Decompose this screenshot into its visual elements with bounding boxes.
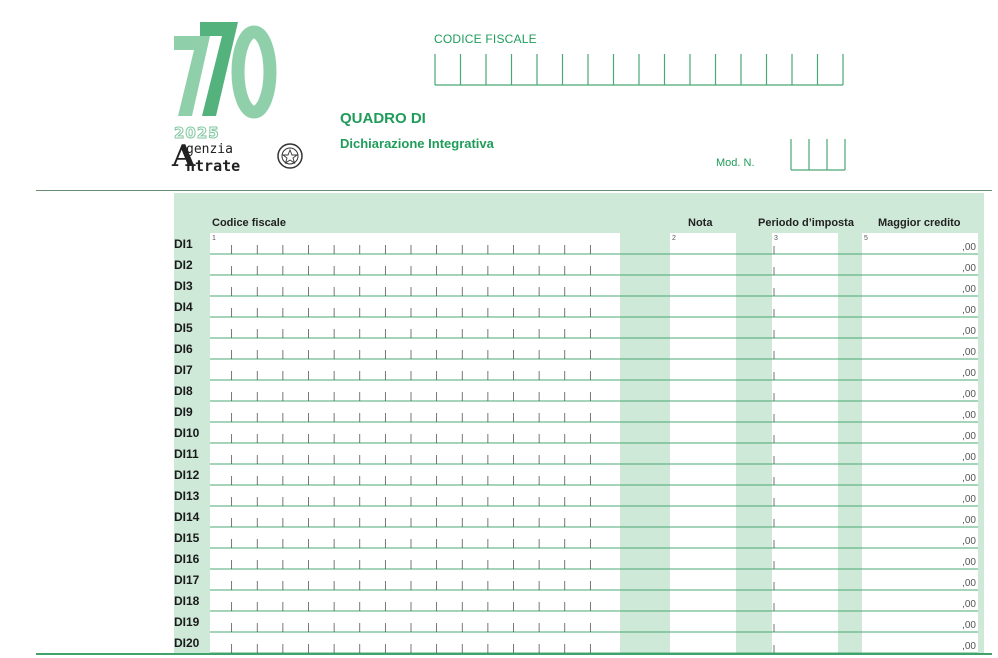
- decimal-suffix: ,00: [962, 557, 976, 568]
- field-number-4: 5: [864, 235, 868, 242]
- agency-initial: A: [172, 139, 196, 174]
- logo-year: 2025: [174, 124, 220, 142]
- row-code-di8: DI8: [174, 384, 193, 398]
- bottom-rule: [36, 653, 992, 655]
- decimal-suffix: ,00: [962, 473, 976, 484]
- col-header-periodo-imposta: Periodo d’imposta: [758, 217, 854, 229]
- codice-fiscale-label: CODICE FISCALE: [434, 32, 537, 46]
- decimal-suffix: ,00: [962, 494, 976, 505]
- col-header-nota: Nota: [688, 217, 713, 229]
- row-code-di1: DI1: [174, 237, 193, 251]
- decimal-suffix: ,00: [962, 284, 976, 295]
- row-code-di12: DI12: [174, 468, 200, 482]
- row-code-di15: DI15: [174, 531, 200, 545]
- row-code-di3: DI3: [174, 279, 193, 293]
- quadro-title: QUADRO DI: [340, 110, 426, 127]
- decimal-suffix: ,00: [962, 389, 976, 400]
- decimal-suffix: ,00: [962, 599, 976, 610]
- agency-line1: genzia: [186, 142, 233, 157]
- row-code-di11: DI11: [174, 447, 199, 461]
- decimal-suffix: ,00: [962, 452, 976, 463]
- row-code-di14: DI14: [174, 510, 200, 524]
- row-code-di19: DI19: [174, 615, 200, 629]
- republic-emblem-icon: [276, 142, 304, 170]
- decimal-suffix: ,00: [962, 620, 976, 631]
- field-number-2: 2: [672, 235, 676, 242]
- row-code-di17: DI17: [174, 573, 200, 587]
- agency-line2: ntrate: [186, 157, 241, 175]
- row-code-di5: DI5: [174, 321, 193, 335]
- mod-n-label: Mod. N.: [716, 157, 755, 169]
- decimal-suffix: ,00: [962, 641, 976, 652]
- decimal-suffix: ,00: [962, 536, 976, 547]
- decimal-suffix: ,00: [962, 326, 976, 337]
- row-code-di4: DI4: [174, 300, 193, 314]
- decimal-suffix: ,00: [962, 242, 976, 253]
- decimal-suffix: ,00: [962, 410, 976, 421]
- row-code-di13: DI13: [174, 489, 200, 503]
- mod-n-input[interactable]: [790, 137, 846, 171]
- quadro-subtitle: Dichiarazione Integrativa: [340, 136, 494, 151]
- row-code-di2: DI2: [174, 258, 193, 272]
- decimal-suffix: ,00: [962, 347, 976, 358]
- row-code-di16: DI16: [174, 552, 200, 566]
- col-header-codice-fiscale: Codice fiscale: [212, 217, 286, 229]
- row-code-di9: DI9: [174, 405, 193, 419]
- decimal-suffix: ,00: [962, 263, 976, 274]
- decimal-suffix: ,00: [962, 431, 976, 442]
- decimal-suffix: ,00: [962, 515, 976, 526]
- row-code-di7: DI7: [174, 363, 193, 377]
- row-code-di10: DI10: [174, 426, 200, 440]
- field-number-1: 1: [212, 235, 216, 242]
- row-code-di18: DI18: [174, 594, 200, 608]
- decimal-suffix: ,00: [962, 368, 976, 379]
- decimal-suffix: ,00: [962, 305, 976, 316]
- decimal-suffix: ,00: [962, 578, 976, 589]
- col-header-maggior-credito: Maggior credito: [878, 217, 961, 229]
- codice-fiscale-input[interactable]: [434, 52, 844, 86]
- header-separator: [36, 190, 992, 191]
- table-grid: [174, 193, 984, 653]
- row-code-di20: DI20: [174, 636, 200, 650]
- row-code-di6: DI6: [174, 342, 193, 356]
- field-number-3: 3: [774, 235, 778, 242]
- quadro-di-table: [174, 193, 984, 653]
